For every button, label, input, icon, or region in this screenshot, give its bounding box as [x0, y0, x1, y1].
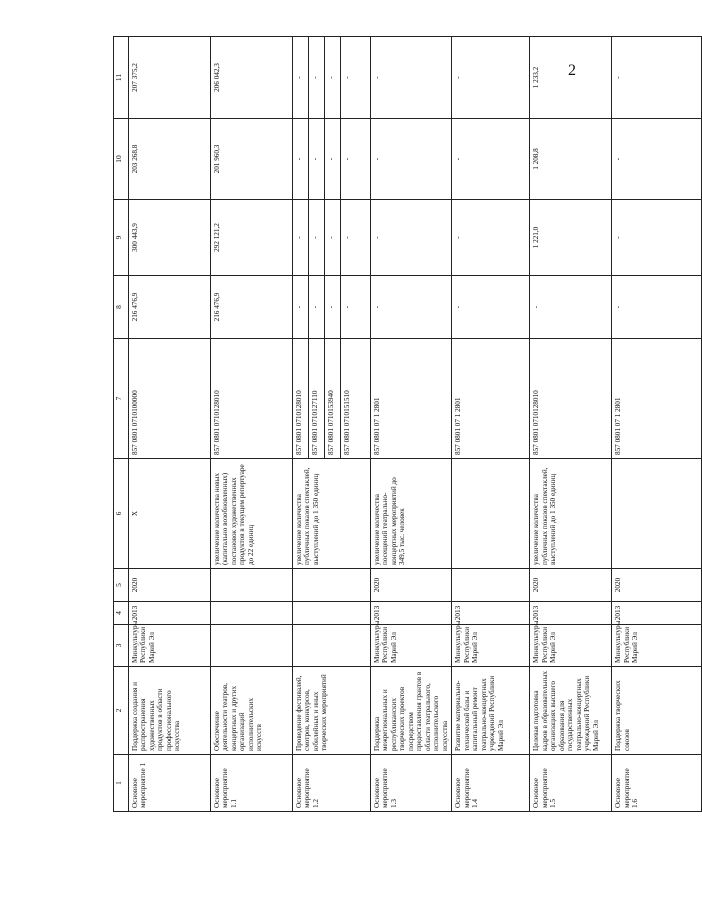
amount-value: -: [532, 305, 541, 309]
amount-value: -: [325, 200, 341, 275]
budget-code-cell: [452, 339, 530, 459]
start-year-cell: 2013: [612, 602, 702, 625]
event-id-cell: Основное мероприятие 1.4: [452, 755, 530, 812]
amount-cell: [293, 276, 371, 339]
amount-value: 1 233,2: [532, 66, 541, 89]
table-row: [371, 37, 452, 812]
column-header: 11: [114, 37, 129, 119]
amount-value: -: [454, 157, 463, 161]
budget-code: 857 0801 0710128010: [532, 390, 541, 455]
column-header: 1: [114, 755, 129, 812]
amount-cell: [530, 37, 612, 119]
amount-cell: [211, 200, 293, 276]
start-year-cell: 2013: [371, 602, 452, 625]
amount-cell: [293, 200, 371, 276]
amount-cell: [530, 276, 612, 339]
budget-code: 857 0801 0710153940: [325, 339, 341, 458]
budget-code-cell: [530, 339, 612, 459]
amount-value: -: [373, 76, 381, 79]
event-id-cell: Основное мероприятие 1.6: [612, 755, 702, 812]
amount-value: -: [614, 157, 623, 161]
event-name-cell: Поддержка межрегиональных и республиканских творческих проектов посредством предоставления грантов в области театрального, исполнительского искусства: [371, 667, 452, 755]
event-name-cell: Развитие материально-технической базы и капитальный ремонт театрально-концертных учреждений Республики Марий Эл: [452, 667, 530, 755]
amount-value: -: [293, 200, 309, 275]
table-row: [293, 37, 371, 812]
start-year-cell: [293, 602, 371, 625]
amount-value: -: [309, 276, 325, 338]
table-row: [129, 37, 211, 812]
end-year-cell: 2020: [129, 569, 211, 602]
amount-value: -: [614, 76, 623, 79]
executor-cell: Минкультуры Республики Марий Эл: [612, 625, 702, 667]
budget-code: 857 0801 0710128010: [293, 339, 309, 458]
start-year-cell: [211, 602, 293, 625]
table-row: [452, 37, 530, 812]
budget-code-cell: [129, 339, 211, 459]
amount-value: -: [454, 236, 463, 239]
executor-cell: [293, 625, 371, 667]
expected-result-cell: увеличение количества публичных показов спектаклей, выступлений до 1 350 единиц: [530, 459, 612, 569]
amount-cell: [612, 276, 702, 339]
amount-value: -: [343, 305, 351, 309]
amount-cell: [293, 119, 371, 200]
end-year-cell: [211, 569, 293, 602]
amount-value: 207 375,2: [131, 63, 139, 92]
budget-code: 857 0801 0710128010: [213, 390, 221, 455]
amount-value: 201 960,3: [213, 144, 221, 174]
amount-value: -: [325, 119, 341, 199]
amount-value: 300 443,9: [131, 223, 139, 252]
end-year-cell: [293, 569, 371, 602]
start-year-cell: 2013: [530, 602, 612, 625]
table-body: [129, 37, 702, 812]
table-row: [530, 37, 612, 812]
page-number: 2: [568, 62, 576, 79]
amount-value: -: [293, 37, 309, 118]
column-header: 9: [114, 200, 129, 276]
event-name-cell: Поддержка создания и распространения художественных продуктов в области профессионального искусства: [129, 667, 211, 755]
column-header: 10: [114, 119, 129, 200]
column-header: 3: [114, 625, 129, 667]
column-header: 5: [114, 569, 129, 602]
expected-result-cell: X: [129, 459, 211, 569]
amount-cell: [452, 276, 530, 339]
amount-value: -: [343, 236, 351, 239]
amount-cell: [530, 119, 612, 200]
event-id-cell: Основное мероприятие 1.2: [293, 755, 371, 812]
amount-cell: [612, 37, 702, 119]
amount-cell: [129, 200, 211, 276]
amount-value: -: [309, 37, 325, 118]
amount-value: -: [293, 119, 309, 199]
amount-value: -: [325, 276, 341, 338]
event-id-cell: Основное мероприятие 1: [129, 755, 211, 812]
rotated-table-container: [113, 37, 640, 812]
amount-value: 1 208,8: [532, 148, 541, 170]
start-year-cell: 2013: [452, 602, 530, 625]
expected-result-cell: увеличение количества новых (капитально возобновленных) постановок художественных продуктов в текущем репертуаре до 22 единиц: [211, 459, 293, 569]
event-name-cell: Целевая подготовка кадров в образовательных организациях высшего образования для государственных театрально-концертных учреждений Республики Марий Эл: [530, 667, 612, 755]
amount-cell: [530, 200, 612, 276]
expected-result-cell: [612, 459, 702, 569]
budget-table: [113, 36, 702, 812]
amount-cell: [371, 276, 452, 339]
amount-cell: [371, 37, 452, 119]
amount-value: -: [454, 76, 463, 79]
executor-cell: Минкультуры Республики Марий Эл: [452, 625, 530, 667]
budget-code-cell: [371, 339, 452, 459]
column-number-row: [114, 37, 129, 812]
end-year-cell: 2020: [530, 569, 612, 602]
amount-value: -: [309, 119, 325, 199]
amount-cell: [129, 119, 211, 200]
amount-cell: [452, 37, 530, 119]
event-name-cell: Обеспечение деятельности театров, концертных и других организаций исполнительских искусств: [211, 667, 293, 755]
column-header: 6: [114, 459, 129, 569]
amount-cell: [129, 276, 211, 339]
budget-code: 857 0801 07 1 2801: [454, 397, 463, 455]
table-row: [612, 37, 702, 812]
column-header: 4: [114, 602, 129, 625]
event-id-cell: Основное мероприятие 1.1: [211, 755, 293, 812]
amount-value: 206 042,3: [213, 63, 221, 92]
event-id-cell: Основное мероприятие 1.3: [371, 755, 452, 812]
amount-value: -: [614, 305, 623, 309]
amount-cell: [211, 276, 293, 339]
amount-value: -: [293, 276, 309, 338]
budget-code: 857 0801 07 1 2801: [614, 397, 623, 455]
amount-value: 292 121,2: [213, 223, 221, 252]
amount-cell: [371, 200, 452, 276]
amount-cell: [211, 119, 293, 200]
amount-value: -: [309, 200, 325, 275]
expected-result-cell: увеличение количества публичных показов спектаклей, выступлений до 1 350 единиц: [293, 459, 371, 569]
amount-value: -: [373, 236, 381, 239]
budget-code: 857 0801 0710100000: [131, 390, 139, 455]
amount-cell: [612, 119, 702, 200]
column-header: 2: [114, 667, 129, 755]
amount-cell: [129, 37, 211, 119]
amount-value: 1 221,0: [532, 226, 541, 249]
amount-value: -: [373, 305, 381, 309]
budget-code: 857 0801 07 1 2801: [373, 397, 381, 455]
amount-cell: [612, 200, 702, 276]
end-year-cell: [452, 569, 530, 602]
amount-cell: [211, 37, 293, 119]
executor-cell: Минкультуры Республики Марий Эл: [530, 625, 612, 667]
end-year-cell: 2020: [371, 569, 452, 602]
start-year-cell: 2013: [129, 602, 211, 625]
amount-value: 216 476,9: [213, 292, 221, 322]
executor-cell: Минкультуры Республики Марий Эл: [371, 625, 452, 667]
column-header: 8: [114, 276, 129, 339]
amount-value: -: [343, 76, 351, 79]
column-header: 7: [114, 339, 129, 459]
event-id-cell: Основное мероприятие 1.5: [530, 755, 612, 812]
event-name-cell: Поддержка творческих союзов: [612, 667, 702, 755]
amount-value: -: [454, 305, 463, 309]
amount-value: -: [614, 236, 623, 239]
amount-cell: [371, 119, 452, 200]
amount-cell: [452, 200, 530, 276]
amount-value: 216 476,9: [131, 292, 139, 322]
budget-code-cell: [293, 339, 371, 459]
amount-value: -: [325, 37, 341, 118]
executor-cell: [211, 625, 293, 667]
budget-code: 857 0801 0710151510: [343, 390, 351, 455]
amount-cell: [452, 119, 530, 200]
expected-result-cell: увеличение количества посещений театрально-концертных мероприятий до 349,5 тыс. человек: [371, 459, 452, 569]
budget-code-cell: [211, 339, 293, 459]
budget-code-cell: [612, 339, 702, 459]
amount-cell: [293, 37, 371, 119]
amount-value: -: [373, 157, 381, 161]
executor-cell: Минкультуры Республики Марий Эл: [129, 625, 211, 667]
budget-code: 857 0801 0710127110: [309, 339, 325, 458]
amount-value: -: [343, 157, 351, 161]
end-year-cell: 2020: [612, 569, 702, 602]
table-row: [211, 37, 293, 812]
amount-value: 203 268,8: [131, 144, 139, 174]
expected-result-cell: [452, 459, 530, 569]
event-name-cell: Проведение фестивалей, смотров, конкурсов, юбилейных и иных творческих мероприятий: [293, 667, 371, 755]
